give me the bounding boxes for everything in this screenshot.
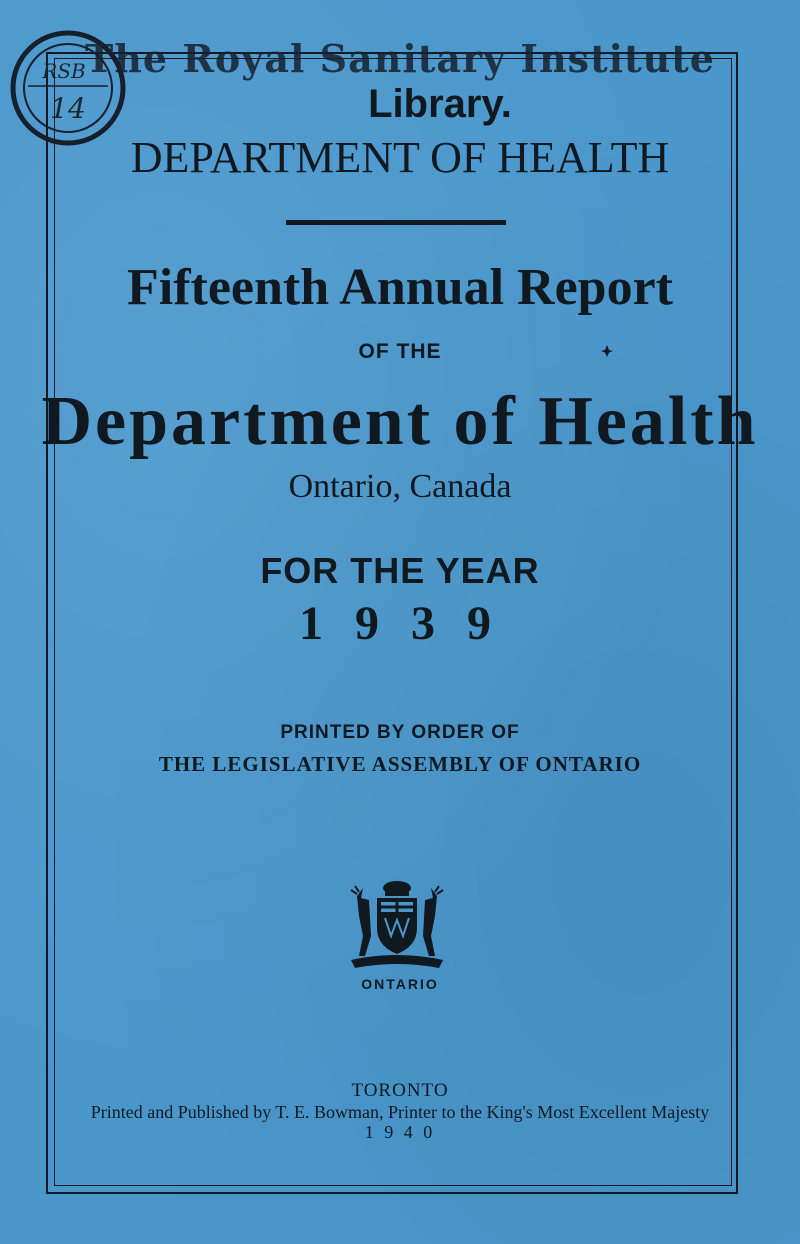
library-stamp-text: Library.	[368, 82, 512, 126]
department-title: Department of Health	[41, 383, 759, 460]
imprint-printer: Printed and Published by T. E. Bowman, Printer to the King's Most Excellent Majesty	[90, 1102, 710, 1122]
stamp-handwriting-bottom: 14	[50, 92, 86, 125]
location-line: Ontario, Canada	[288, 468, 512, 505]
department-heading: DEPARTMENT OF HEALTH	[130, 133, 670, 182]
institution-stamp-text: The Royal Sanitary Institute	[85, 36, 715, 81]
of-the-label: OF THE	[358, 340, 442, 363]
report-title: Fifteenth Annual Report	[127, 259, 673, 316]
ornament-icon	[600, 344, 614, 358]
ontario-coat-of-arms-icon	[341, 876, 453, 972]
for-the-year-label: FOR THE YEAR	[260, 550, 540, 591]
imprint-year: 1 9 4 0	[364, 1122, 436, 1142]
report-year: 1 9 3 9	[299, 597, 501, 650]
title-rule	[286, 220, 506, 225]
imprint-city: TORONTO	[351, 1080, 449, 1101]
crest-label: ONTARIO	[361, 976, 439, 992]
stamp-handwriting-top: RSB	[42, 59, 86, 83]
printed-by-order: PRINTED BY ORDER OF	[280, 722, 520, 743]
legislative-assembly: THE LEGISLATIVE ASSEMBLY OF ONTARIO	[158, 752, 642, 776]
